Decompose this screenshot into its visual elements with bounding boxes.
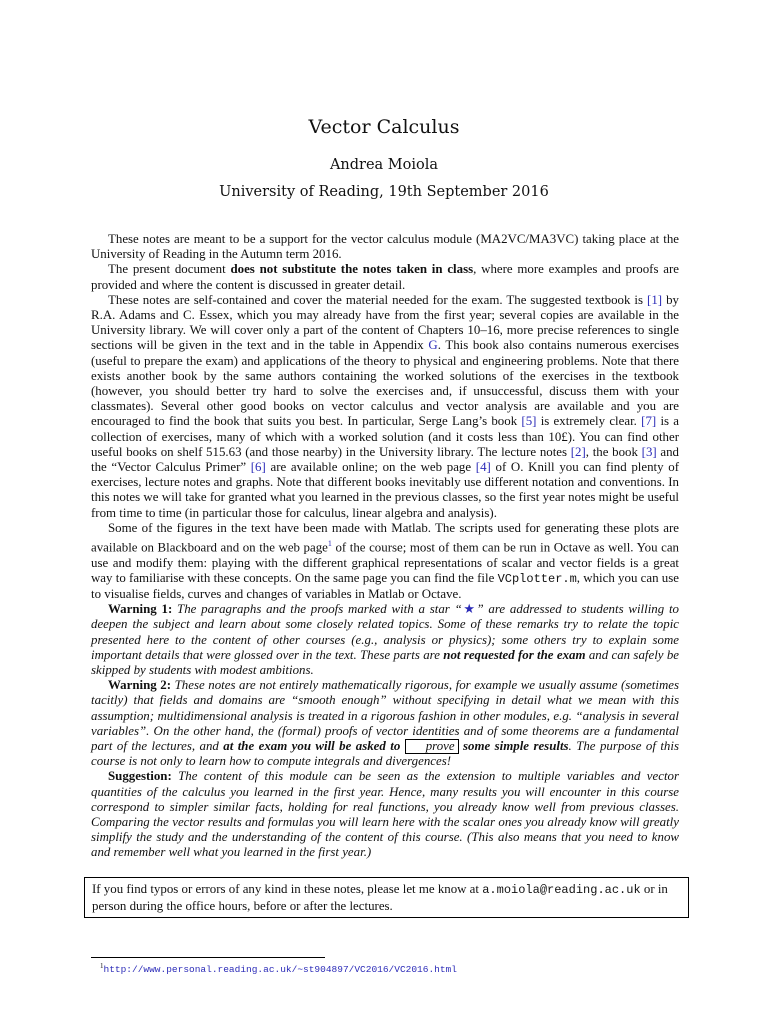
text-span: These notes are self-contained and cover the material needed for the exam. The suggested textbook is [108,292,648,307]
citation-link[interactable]: [4] [475,460,491,475]
text-span: The present document [108,262,231,277]
warning-1 [91,602,679,678]
filename-code: VCplotter.m [497,571,577,586]
text-span: . The purpose of this course is not only to learn how to compute integrals and divergences! [91,739,679,769]
footnote-number: 1 [100,962,104,970]
contact-box [84,877,689,918]
email-address[interactable]: a.moiola@reading.ac.uk [482,883,641,897]
citation-link[interactable]: [6] [250,460,266,475]
text-span: ” are addressed to students willing to deepen the subject and learn about some closely related topics. Some of these remarks try to relate the topic presented here to the content of other courses (e.g., analysis or physics); some others try to explain some important details that were glossed over in the text. These parts are [91,602,680,662]
author-name: Andrea Moiola [329,157,439,173]
paragraph-purpose-text: These notes are meant to be a support for the vector calculus module (MA2VC/MA3VC) taking place at the University of Reading in the Autumn term 2016. [91,232,679,262]
bold-span: some simple results [463,739,569,753]
citation-link[interactable]: [2] [570,444,586,459]
footnote [100,962,457,975]
text-span: and the “Vector Calculus Primer” [91,444,680,475]
bold-span: at the exam you will be asked to [223,739,401,753]
text-span: . This book also contains numerous exercises (useful to prepare the exam) and applications of the theory to physical and engineering problems. Note that there exists another book by the same authors containing the worked solutions of the exercises in the textbook (however, you should better try hard to solve the exercises and, if unsuccessful, discuss them with your classmates). Several other good books on vector calculus and vector analysis are available and you are encouraged to find the book that suits you best. In particular, Serge Lang’s book [91,338,679,429]
footnote-marker-link[interactable]: 1 [327,539,332,549]
text-span: or in person during the office hours, before or after the lectures. [92,882,668,913]
text-span: Some of the figures in the text have been made with Matlab. The scripts used for generating these plots are available on Blackboard and on the web page [91,520,679,555]
text-span: is a collection of exercises, many of which with a worked solution (and it costs less than 10£). You can find other useful books on shelf 515.63 (and those nearby) in the University library. The lecture notes [91,414,680,459]
text-span: are available online; on the web page [265,460,476,475]
text-span: of O. Knill you can find plenty of exercises, lecture notes and graphs. Note that different books inevitably use different notation and conventions. In this notes we will take for granted what you learned in the previous classes, so the first year notes might be useful from time to time (in particular those for calculus, linear algebra and analysis). [91,460,679,520]
citation-link[interactable]: [7] [641,414,657,429]
text-span: The paragraphs and the proofs marked with a star “ [172,602,462,617]
bold-span: not requested for the exam [443,647,586,662]
star-icon: ★ [461,602,477,617]
text-span: , which you can use to visualise fields, curves and changes of variables in Matlab or Octave. [91,570,679,601]
document-title: Vector Calculus [308,116,460,138]
suggestion [91,769,679,860]
citation-link[interactable]: [1] [647,292,663,307]
text-span: and can safely be skipped by students with modest ambitions. [91,647,679,677]
appendix-link[interactable]: G [428,338,438,353]
warning-2 [91,678,679,769]
text-span: If you find typos or errors of any kind in these notes, please let me know at [92,882,483,896]
text-span: , the book [585,444,642,459]
text-span: by R.A. Adams and C. Essex, which you may already have from the first year; several copies are available in the University library. We will cover only a part of the content of Chapters 10–16, more precise references to single sections will be given in the text and in the table in Appendix [91,292,679,353]
warning-label: Warning 1: [108,602,173,617]
boxed-word: prove [405,739,459,754]
citation-link[interactable]: [3] [641,444,657,459]
paragraph-purpose [91,232,679,262]
text-span: These notes are not entirely mathematically rigorous, for example we usually assume (sometimes tacitly) that fields and domains are “smooth enough” without specifying in detail what we mean with this assumption; multidimensional analysis is treated in a rigorous fashion in other modules, e.g. “analysis in several variables”. On the other hand, the (formal) proofs of vector identities and of some theorems are a fundamental part of the lectures, and [91,678,680,753]
suggestion-label: Suggestion: [108,769,172,784]
text-span: is extremely clear. [536,414,642,429]
paragraph-textbooks [91,293,679,521]
footnote-divider [91,957,325,958]
suggestion-text: The content of this module can be seen as the extension to multiple variables and vector quantities of the calculus you learned in the first year. Hence, many results you will encounter in this course correspond to simpler similar facts, holding for real functions, you already know well from previous classes. Comparing the vector results and formulas you will learn here with the scalar ones you already know will greatly simplify the study and the understanding of the content of this course. (This also means that you need to know and remember well what you learned in the first year.) [91,769,679,860]
text-span: , where more examples and proofs are provided and where the content is discussed in greater detail. [91,262,680,292]
text-span: of the course; most of them can be run in Octave as well. You can use and modify them: playing with the different graphical representations of scalar and vector fields is a great way to familiarise with these concepts. On the same page you can find the file [91,540,679,585]
citation-link[interactable]: [5] [521,414,537,429]
warning-label: Warning 2: [108,678,172,693]
footnote-url-link[interactable]: http://www.personal.reading.ac.uk/~st904897/VC2016/VC2016.html [103,964,457,976]
paragraph-matlab [91,521,679,602]
paragraph-notes-in-class [91,262,679,292]
affiliation-date: University of Reading, 19th September 2016 [219,184,549,200]
bold-span: does not substitute the notes taken in class [230,262,474,277]
body-text [91,232,679,861]
